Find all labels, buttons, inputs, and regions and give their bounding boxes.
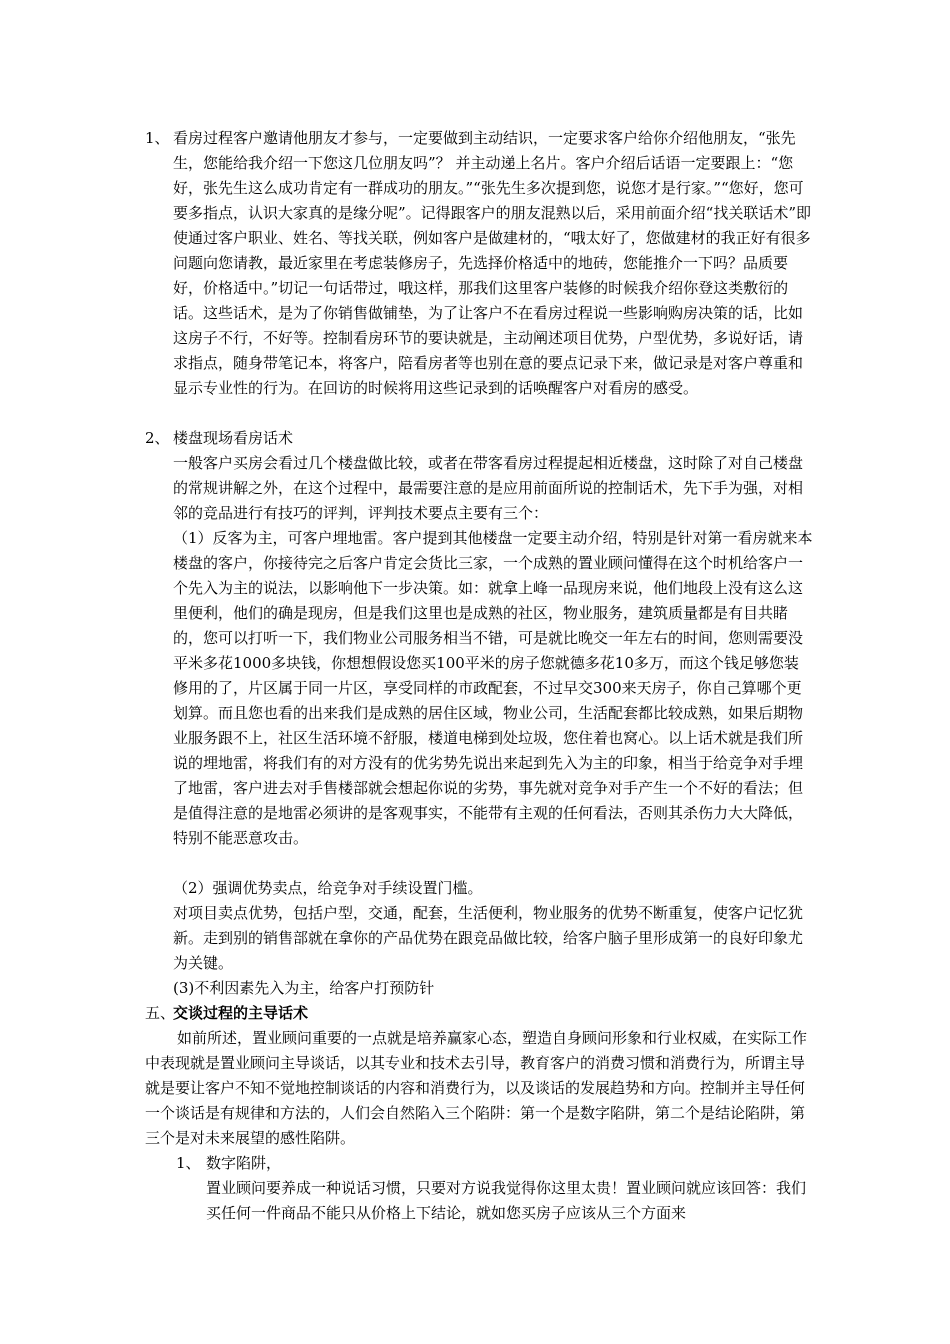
item2-point2-title: （2）强调优势卖点，给竞争对手续设置门槛。 — [173, 879, 483, 897]
sub1-title: 数字陷阱， — [206, 1154, 282, 1172]
sub1-paragraph: 置业顾问要养成一种说话习惯，只要对方说我觉得你这里太贵！置业顾问就应该回答：我们买任何一件商品不能只从价格上下结论，就如您买房子应该从三个方面来 — [206, 1179, 807, 1222]
list-number: 1、 — [145, 129, 170, 147]
item2-point2-text: 对项目卖点优势，包括户型，交通，配套，生活便利，物业服务的优势不断重复，使客户记忆犹新。走到别的销售部就在拿你的产品优势在跟竞品做比较，给客户脑子里形成第一的良好印象尤为关键。 — [173, 904, 804, 972]
section-number: 五、 — [145, 1004, 176, 1022]
item2-title: 楼盘现场看房话术 — [173, 429, 294, 447]
list-number: 2、 — [145, 429, 170, 447]
section5-intro: 如前所述，置业顾问重要的一点就是培养赢家心态，塑造自身顾问形象和行业权威，在实际工作中表现就是置业顾问主导谈话，以其专业和技术去引导，教育客户的消费习惯和消费行为，所谓主导就是要让客户不知不觉地控制谈话的内容和消费行为，以及谈话的发展趋势和方向。控制并主导任何一个谈话是有规律和方法的，人们会自然陷入三个陷阱：第一个是数字陷阱，第二个是结论陷阱，第三个是对未来展望的感性陷阱。 — [145, 1029, 808, 1147]
item2-intro: 一般客户买房会看过几个楼盘做比较，或者在带客看房过程提起相近楼盘，这时除了对自己楼盘的常规讲解之外，在这个过程中，最需要注意的是应用前面所说的控制话术，先下手为强，对相邻的竞品进行有技巧的评判，评判技术要点主要有三个： — [173, 454, 804, 522]
item1-paragraph: 看房过程客户邀请他朋友才参与，一定要做到主动结识，一定要求客户给你介绍他朋友，“张先生，您能给我介绍一下您这几位朋友吗”？ 并主动递上名片。客户介绍后话语一定要跟上：“您好，张先生这么成功肯定有一群成功的朋友。”“张先生多次提到您，说您才是行家。”“您好，您可要多指点，认识大家真的是缘分呢”。记得跟客户的朋友混熟以后，采用前面介绍“找关联话术”即使通过客户职业、姓名、等找关联，例如客户是做建材的，“哦太好了，您做建材的我正好有很多问题向您请教，最近家里在考虑装修房子，先选择价格适中的地砖，您能推介一下吗？品质要好，价格适中。”切记一句话带过，哦这样，那我们这里客户装修的时候我介绍你登这类敷衍的话。这些话术，是为了你销售做铺垫，为了让客户不在看房过程说一些影响购房决策的话，比如这房子不行，不好等。控制看房环节的要诀就是，主动阐述项目优势，户型优势，多说好话，请求指点，随身带笔记本，将客户，陪看房者等也别在意的要点记录下来，做记录是对客户尊重和显示专业性的行为。在回访的时候将用这些记录到的话唤醒客户对看房的感受。 — [173, 129, 812, 397]
section-title: 交谈过程的主导话术 — [173, 1004, 309, 1022]
list-number: 1、 — [176, 1154, 201, 1172]
item2-point3-title: (3)不利因素先入为主，给客户打预防针 — [173, 979, 435, 997]
item2-point1: （1）反客为主，可客户埋地雷。客户提到其他楼盘一定要主动介绍，特别是针对第一看房就来本楼盘的客户，你接待完之后客户肯定会货比三家，一个成熟的置业顾问懂得在这个时机给客户一个先入为主的说法，以影响他下一步决策。如：就拿上峰一品现房来说，他们地段上没有这么这里便利，他们的确是现房，但是我们这里也是成熟的社区，物业服务，建筑质量都是有目共睹的，您可以打听一下，我们物业公司服务相当不错，可是就比晚交一年左右的时间，您则需要没平米多花1000多块钱，你想想假设您买100平米的房子您就德多花10多万，而这个钱足够您装修用的了，片区属于同一片区，享受同样的市政配套，不过早交300来天房子，你自己算哪个更划算。而且您也看的出来我们是成熟的居住区域，物业公司，生活配套都比较成熟，如果后期物业服务跟不上，社区生活环境不舒服，楼道电梯到处垃圾，您住着也窝心。以上话术就是我们所说的埋地雷，将我们有的对方没有的优劣势先说出来起到先入为主的印象，相当于给竞争对手埋了地雷，客户进去对手售楼部就会想起你说的劣势，事先就对竞争对手产生一个不好的看法；但是值得注意的是地雷必须讲的是客观事实，不能带有主观的任何看法，否则其杀伤力大大降低，特别不能恶意攻击。 — [173, 529, 813, 847]
